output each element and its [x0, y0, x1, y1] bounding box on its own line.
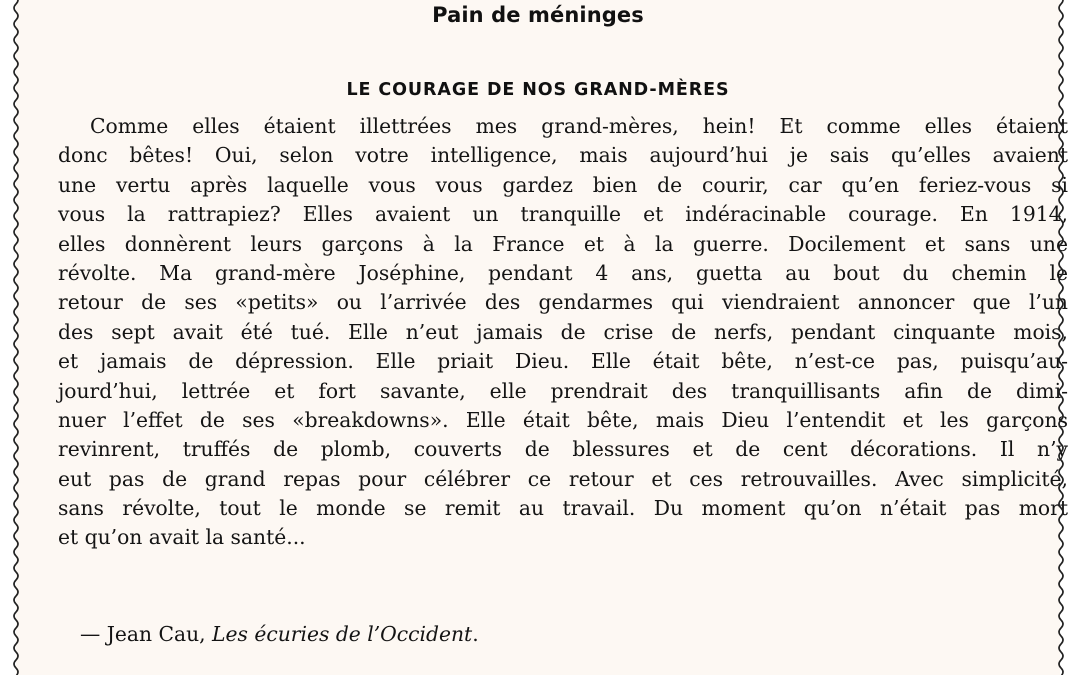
attribution-suffix: . — [472, 622, 479, 646]
paragraph-line: elles donnèrent leurs garçons à la France et à la guerre. Docilement et sans une — [58, 231, 1068, 256]
body-paragraph — [58, 112, 1068, 553]
document-card — [16, 0, 1068, 675]
wavy-border-left — [10, 0, 22, 675]
paragraph-line: nuer l’effet de ses «breakdowns». Elle était bête, mais Dieu l’entendit et les garçons — [58, 407, 1068, 432]
paragraph-line: et jamais de dépression. Elle priait Dieu. Elle était bête, n’est-ce pas, puisqu’au- — [58, 349, 1068, 374]
paragraph-line: et qu’on avait la santé... — [58, 525, 306, 550]
paragraph-line: jourd’hui, lettrée et fort savante, elle prendrait des tranquillisants afin de dimi- — [58, 378, 1068, 403]
paragraph-line: une vertu après laquelle vous vous gardez bien de courir, car qu’en feriez-vous si — [58, 172, 1068, 197]
paragraph-line: eut pas de grand repas pour célébrer ce retour et ces retrouvailles. Avec simplicité, — [58, 466, 1068, 491]
attribution — [80, 622, 479, 646]
paragraph-line: vous la rattrapiez? Elles avaient un tranquille et indéracinable courage. En 1914, — [58, 202, 1068, 227]
paragraph-line: donc bêtes! Oui, selon votre intelligence, mais aujourd’hui je sais qu’elles avaient — [58, 143, 1068, 168]
attribution-work: Les écuries de l’Occident — [212, 622, 473, 646]
paragraph-line: Comme elles étaient illettrées mes grand-mères, hein! Et comme elles étaient — [90, 114, 1068, 138]
attribution-author: — Jean Cau, — [80, 622, 213, 646]
paragraph-line: sans révolte, tout le monde se remit au travail. Du moment qu’on n’était pas mort — [58, 496, 1068, 521]
wavy-border-right — [1055, 0, 1067, 675]
paragraph-line: révolte. Ma grand-mère Joséphine, pendant 4 ans, guetta au bout du chemin le — [58, 260, 1068, 285]
paragraph-line: des sept avait été tué. Elle n’eut jamais de crise de nerfs, pendant cinquante mois, — [58, 319, 1068, 344]
section-heading: LE COURAGE DE NOS GRAND-MÈRES — [346, 80, 730, 100]
paragraph-line: revinrent, truffés de plomb, couverts de blessures et de cent décorations. Il n’y — [58, 437, 1068, 462]
page-title: Pain de méninges — [432, 3, 644, 27]
paragraph-line: retour de ses «petits» ou l’arrivée des gendarmes qui viendraient annoncer que l’un — [58, 290, 1068, 315]
